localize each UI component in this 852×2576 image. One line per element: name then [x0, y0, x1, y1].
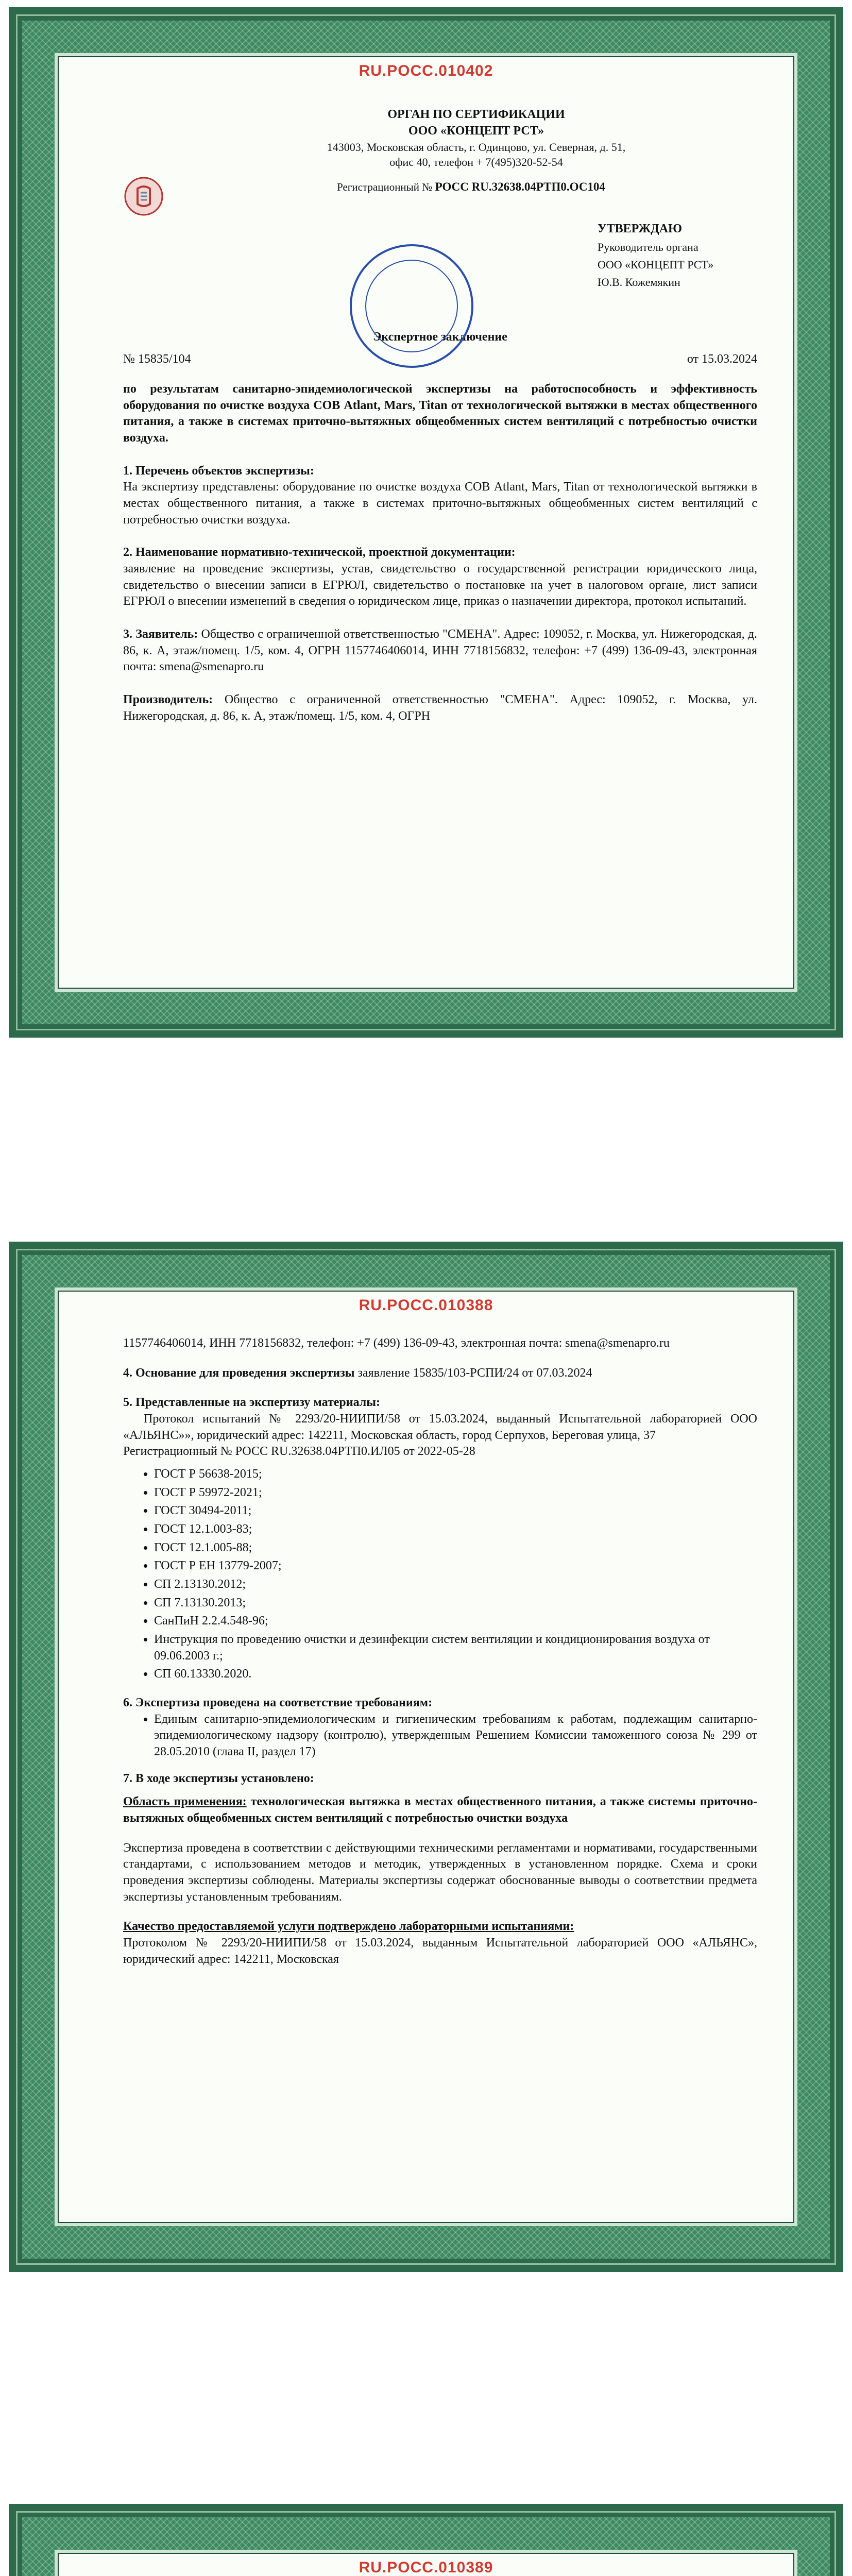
requirements-list: [123, 1711, 757, 1760]
continued-text: 1157746406014, ИНН 7718156832, телефон: +7 (499) 136-09-43, электронная почта: smena@smenapro.ru: [123, 1336, 670, 1350]
org-title: ОРГАН ПО СЕРТИФИКАЦИИ: [387, 108, 565, 121]
section-2-text: заявление на проведение экспертизы, устав, свидетельство о государственной регистрации юридического лица, свидетельство о внесении записи в ЕГРЮЛ, свидетельство о постановке на учет в налоговом органе, лист записи ЕГРЮЛ о внесении изменений в сведения о юридическом лице, приказ о назначении директора, протокол испытаний.: [123, 562, 757, 608]
section-5-registration: Регистрационный № РОСС RU.32638.04РТП0.ИЛ05 от 2022-05-28: [123, 1445, 475, 1459]
approval-line-2: ООО «КОНЦЕПТ РСТ»: [598, 258, 714, 272]
approval-block: [598, 219, 752, 291]
section-1-text: На экспертизу представлены: оборудование по очистке воздуха СОВ Atlant, Mars, Titan от технологической вытяжки в местах общественного питания, а также в системах приточно-вытяжных общеобменных систем вентиляций с потребностью очистки воздуха.: [123, 480, 757, 527]
intro-paragraph: по результатам санитарно-эпидемиологической экспертизы на работоспособность и эффективность оборудования по очистке воздуха СОВ Atlant, Mars, Titan от технологической вытяжки в местах общественного питания, а также в системах приточно-вытяжных общеобменных систем вентиляций с потребностью очистки воздуха.: [123, 382, 757, 445]
approval-title: УТВЕРЖДАЮ: [598, 222, 683, 235]
quality-label: Качество предоставляемой услуги подтверждено лабораторными испытаниями:: [123, 1920, 574, 1934]
org-address: 143003, Московская область, г. Одинцово, ул. Северная, д. 51,: [327, 140, 626, 154]
list-item: • ГОСТ Р ЕН 13779-2007;: [154, 1558, 757, 1574]
document-page-2: [9, 1242, 843, 2272]
application-area-label: Область применения:: [123, 1795, 247, 1809]
standards-list: [123, 1466, 757, 1683]
section-4-text: заявление 15835/103-РСПИ/24 от 07.03.2024: [357, 1366, 592, 1380]
section-6-title: 6. Экспертиза проведена на соответствие требованиям:: [123, 1696, 433, 1710]
manufacturer: [123, 692, 757, 724]
section-7-title: 7. В ходе экспертизы установлено:: [123, 1771, 314, 1785]
page-sheet: [58, 2553, 794, 2576]
section-3-text: Общество с ограниченной ответственностью "СМЕНА". Адрес: 109052, г. Москва, ул. Нижегородская, д. 86, к. А, этаж/помещ. 1/5, ком. 4, ОГРН 1157746406014, ИНН 7718156832, телефон: +7 (499) 136-09-43, электронная почта: smena@smenapro.ru: [123, 627, 758, 674]
document-page-1: [9, 7, 843, 1038]
form-serial-number: RU.POCC.010388: [359, 1297, 493, 1314]
approval-line-1: Руководитель органа: [598, 241, 698, 254]
section-2-title: 2. Наименование нормативно-технической, проектной документации:: [123, 546, 516, 560]
page-sheet: [58, 1291, 794, 2223]
doc-number: № 15835/104: [123, 352, 191, 366]
list-item: • ГОСТ Р 56638-2015;: [154, 1466, 757, 1483]
form-serial-number: RU.POCC.010389: [359, 2559, 493, 2576]
list-item: • ГОСТ 30494-2011;: [154, 1503, 757, 1519]
issuer-header: [195, 106, 757, 170]
reg-label: Регистрационный №: [337, 181, 433, 194]
document-page-3: [9, 2504, 843, 2576]
doc-date: от 15.03.2024: [687, 352, 757, 366]
approval-line-3: Ю.В. Кожемякин: [598, 276, 680, 289]
list-item: • ГОСТ Р 59972-2021;: [154, 1485, 757, 1501]
org-name: ООО «КОНЦЕПТ РСТ»: [408, 124, 544, 138]
section-5-title: 5. Представленные на экспертизу материалы:: [123, 1396, 380, 1410]
list-item: • ГОСТ 12.1.005-88;: [154, 1540, 757, 1556]
reg-number: РОСС RU.32638.04РТП0.ОС104: [435, 180, 605, 194]
section-3-label: 3. Заявитель:: [123, 627, 198, 641]
registration-line: [185, 179, 757, 195]
manufacturer-text: Общество с ограниченной ответственностью "СМЕНА". Адрес: 109052, г. Москва, ул. Нижегородская, д. 86, к. А, этаж/помещ. 1/5, ком. 4, ОГРН: [123, 692, 757, 723]
doc-title: Экспертное заключение: [373, 330, 507, 344]
section-1-title: 1. Перечень объектов экспертизы:: [123, 464, 314, 478]
page-sheet: [58, 56, 794, 989]
section-4: [123, 1365, 757, 1382]
blue-seal-stamp: [350, 244, 473, 368]
expertise-body: Экспертиза проведена в соответствии с действующими техническими регламентами и нормативами, государственными стандартами, с использованием методов и методик, утвержденных в установленном порядке. Схема и сроки проведения экспертизы соблюдены. Материалы экспертизы содержат обоснованные выводы о соответствии предмета экспертизы установленным требованиям.: [123, 1841, 757, 1904]
list-item: • Инструкция по проведению очистки и дезинфекции систем вентиляции и кондиционирования воздуха от 09.06.2003 г.;: [154, 1632, 757, 1664]
section-5-protocol: Протокол испытаний № 2293/20-НИИПИ/58 от 15.03.2024, выданный Испытательной лабораторией ООО «АЛЬЯНС»», юридический адрес: 142211, Московская область, город Серпухов, Береговая улица, 37: [123, 1412, 757, 1442]
list-item: • СП 60.13330.2020.: [154, 1666, 757, 1683]
application-area-text: технологическая вытяжка в местах общественного питания, а также системы приточно-вытяжных общеобменных систем вентиляций с потребностью очистки воздуха: [123, 1795, 758, 1825]
form-serial-number: RU.POCC.010402: [359, 62, 493, 79]
section-4-label: 4. Основание для проведения экспертизы: [123, 1366, 355, 1380]
quality-text: Протоколом № 2293/20-НИИПИ/58 от 15.03.2024, выданным Испытательной лабораторией ООО «АЛЬЯНС», юридический адрес: 142211, Московская: [123, 1936, 757, 1966]
list-item: • Единым санитарно-эпидемиологическим и гигиеническим требованиям к работам, подлежащим санитарно-эпидемиологическому надзору (контролю), утвержденным Решением Комиссии таможенного союза № 299 от 28.05.2010 (глава II, раздел 17): [154, 1711, 757, 1760]
section-3: [123, 626, 757, 675]
manufacturer-label: Производитель:: [123, 692, 213, 706]
list-item: • СП 7.13130.2013;: [154, 1595, 757, 1612]
list-item: • СанПиН 2.2.4.548-96;: [154, 1613, 757, 1630]
application-area: [123, 1794, 757, 1826]
list-item: • ГОСТ 12.1.003-83;: [154, 1521, 757, 1538]
list-item: • СП 2.13130.2012;: [154, 1577, 757, 1593]
org-address-phone: офис 40, телефон + 7(495)320-52-54: [389, 156, 563, 169]
